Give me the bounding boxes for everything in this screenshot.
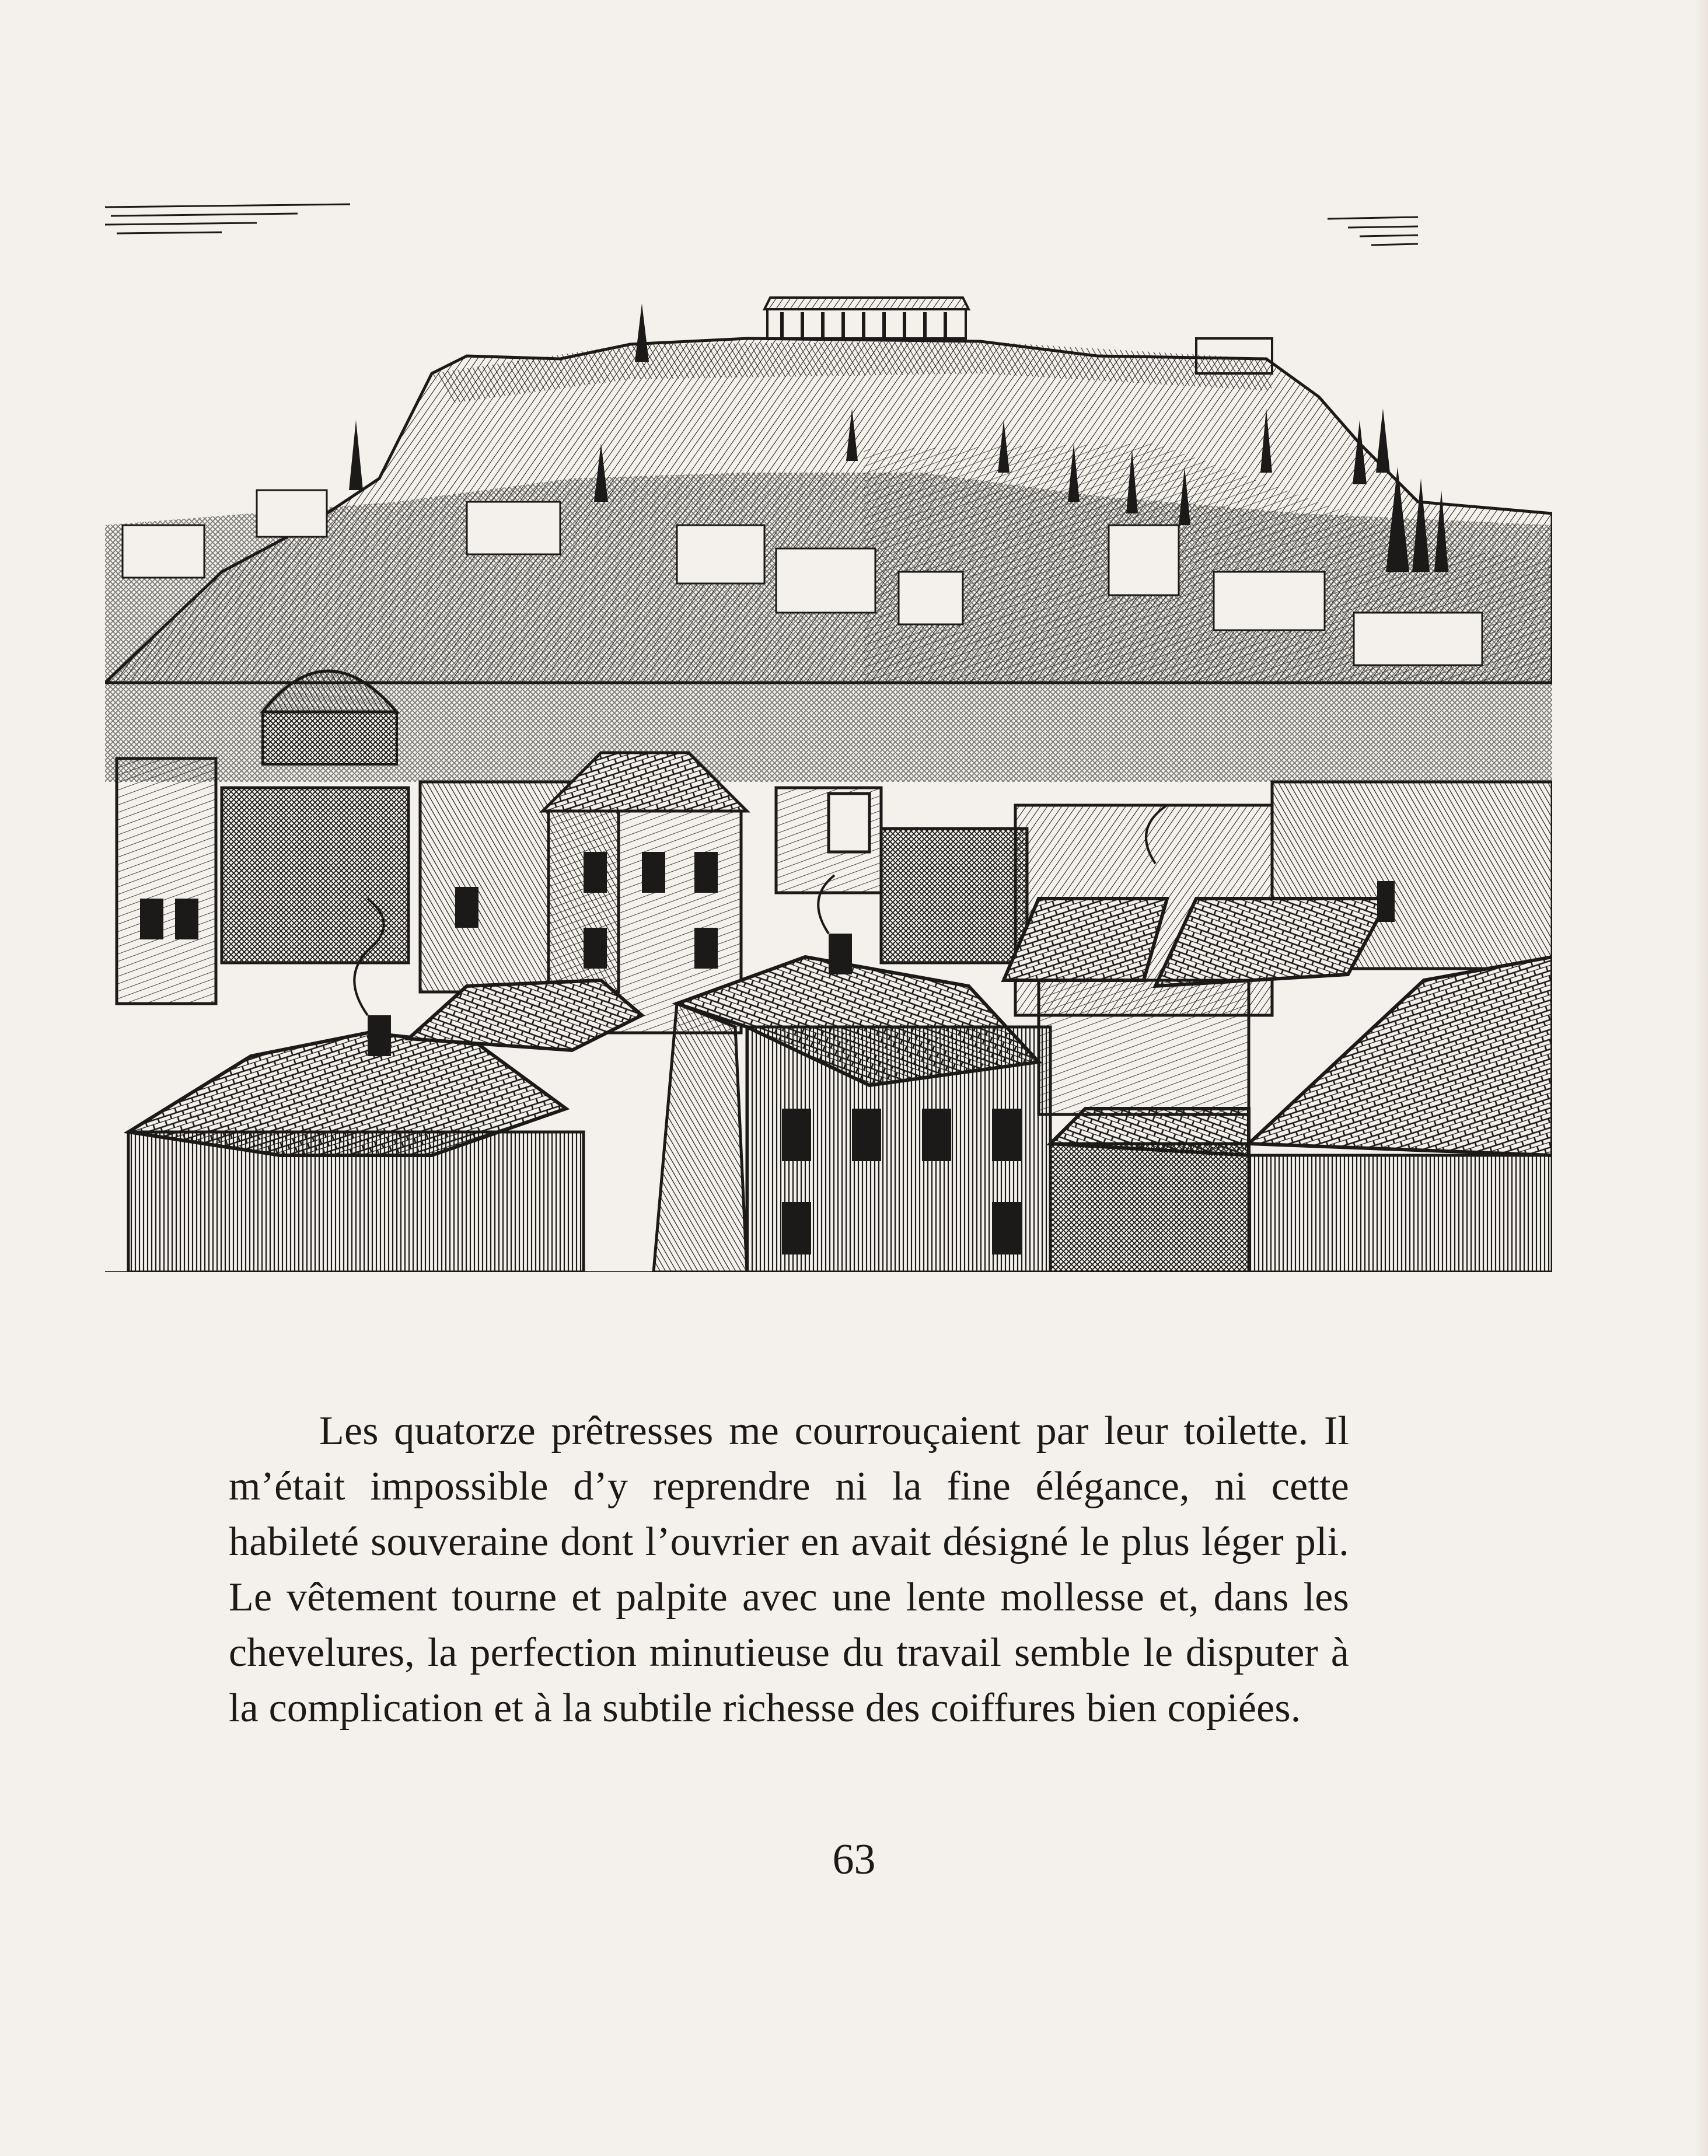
sky-strokes: [105, 204, 1418, 245]
page-number: 63: [832, 1836, 876, 1884]
body-paragraph: Les quatorze prêtresses me courrouçaient par leur toilette. Il m’était impossible d’y reprendre ni la fine élégance, ni cette habileté souveraine dont l’ouvrier en avait désigné le plus léger pli. Le vêtement tourne et palpite avec une lente mollesse et, dans les chevelures, la perfection minutieuse du travail semble le disputer à la complication et à la subtile richesse des coiffures bien copiées.: [229, 1409, 1349, 1731]
engraving-illustration: [105, 198, 1552, 1272]
acropolis-engraving-icon: [105, 198, 1552, 1272]
page-edge-shadow: [1694, 0, 1708, 2156]
